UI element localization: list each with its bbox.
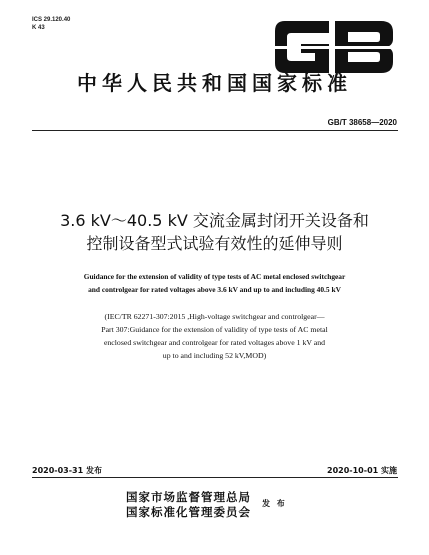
top-divider [32,130,398,131]
standard-number: GB/T 38658—2020 [327,118,397,127]
national-standard-title: 中华人民共和国国家标准 [77,71,352,95]
gb-logo-stripe [275,46,393,49]
bottom-divider [32,477,398,478]
issuer-samr: 国家市场监督管理总局 [126,490,251,504]
english-title [0,270,429,296]
gb-logo-icon [271,17,398,77]
issue-date: 2020-03-31 发布 [32,466,102,475]
iec-reference-line-4: up to and including 52 kV,MOD) [162,351,267,360]
implementation-date: 2020-10-01 实施 [327,466,397,475]
issuer-sac: 国家标准化管理委员会 [126,505,251,519]
chinese-title-line-1: 3.6 kV～40.5 kV 交流金属封闭开关设备和 [60,211,369,230]
ccs-code: K 43 [32,25,45,31]
chinese-title-line-2: 控制设备型式试验有效性的延伸导则 [86,234,343,253]
iec-reference-line-2: Part 307:Guidance for the extension of validity of type tests of AC metal [101,325,328,334]
english-title-line-1: Guidance for the extension of validity of type tests of AC metal enclosed switchgear [83,272,346,281]
classification-codes [32,16,70,32]
iec-reference [0,310,429,362]
iec-reference-line-3: enclosed switchgear and controlgear for rated voltages above 1 kV and [103,338,326,347]
issuing-authorities [126,490,251,520]
ics-code: ICS 29.120.40 [32,17,71,23]
english-title-line-2: and controlgear for rated voltages above 3.6 kV and up to and including 40.5 kV [88,285,341,294]
iec-reference-line-1: (IEC/TR 62271-307:2015 ,High-voltage switchgear and controlgear— [104,312,325,321]
publish-label: 发 布 [262,499,287,508]
chinese-title [0,209,429,255]
